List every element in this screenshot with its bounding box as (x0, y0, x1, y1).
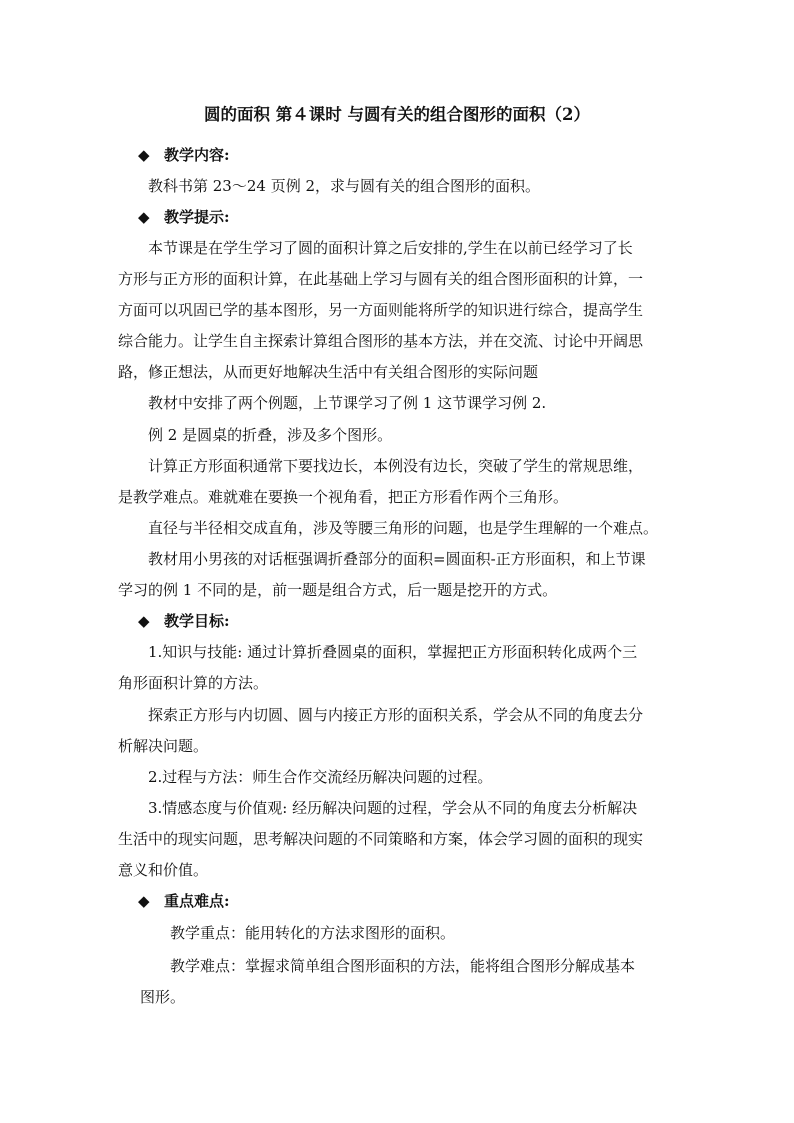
diamond-bullet-icon: ◆ (138, 892, 150, 910)
goals-line: 生活中的现实问题，思考解决问题的不同策略和方案，体会学习圆的面积的现实 (118, 830, 644, 848)
section-heading-content (138, 144, 230, 166)
key-points-line: 图形。 (140, 988, 186, 1006)
heading-text: 重点难点: (164, 892, 230, 910)
hints-line: 教材中安排了两个例题，上节课学习了例 1 这节课学习例 2. (148, 394, 547, 412)
key-points-line: 教学难点：掌握求简单组合图形面积的方法，能将组合图形分解成基本 (170, 957, 636, 975)
goals-line: 析解决问题。 (118, 737, 209, 755)
heading-text: 教学提示: (164, 208, 230, 226)
key-points-line: 教学重点：能用转化的方法求图形的面积。 (170, 924, 456, 942)
goals-line: 意义和价值。 (118, 861, 209, 879)
hints-line: 本节课是在学生学习了圆的面积计算之后安排的,学生在以前已经学习了长 (148, 239, 633, 257)
document-title: 圆的面积 第４课时 与圆有关的组合图形的面积（2） (204, 105, 590, 124)
heading-text: 教学内容: (164, 146, 230, 164)
hints-line: 直径与半径相交成直角，涉及等腰三角形的问题，也是学生理解的一个难点。 (148, 519, 659, 537)
goals-line: 2.过程与方法：师生合作交流经历解决问题的过程。 (148, 768, 493, 786)
content-line: 教科书第 23～24 页例 2，求与圆有关的组合图形的面积。 (148, 177, 541, 195)
diamond-bullet-icon: ◆ (138, 146, 150, 164)
hints-line: 例 2 是圆桌的折叠，涉及多个图形。 (148, 426, 393, 444)
section-heading-hints (138, 206, 230, 228)
section-heading-key-points (138, 890, 230, 912)
diamond-bullet-icon: ◆ (138, 612, 150, 630)
hints-line: 学习的例 1 不同的是，前一题是组合方式，后一题是挖开的方式。 (118, 581, 558, 599)
hints-line: 方面可以巩固已学的基本图形，另一方面则能将所学的知识进行综合，提高学生 (118, 301, 644, 319)
heading-text: 教学目标: (164, 612, 230, 630)
hints-line: 教材用小男孩的对话框强调折叠部分的面积=圆面积-正方形面积，和上节课 (148, 550, 646, 568)
hints-line: 计算正方形面积通常下要找边长，本例没有边长，突破了学生的常规思维， (148, 457, 644, 475)
goals-line: 3.情感态度与价值观: 经历解决问题的过程，学会从不同的角度去分析解决 (148, 799, 638, 817)
section-heading-goals (138, 610, 230, 632)
hints-line: 综合能力。让学生自主探索计算组合图形的基本方法，并在交流、讨论中开阔思 (118, 332, 644, 350)
goals-line: 角形面积计算的方法。 (118, 674, 269, 692)
hints-line: 是教学难点。难就难在要换一个视角看，把正方形看作两个三角形。 (118, 488, 569, 506)
goals-line: 1.知识与技能: 通过计算折叠圆桌的面积，掌握把正方形面积转化成两个三 (148, 643, 638, 661)
diamond-bullet-icon: ◆ (138, 208, 150, 226)
goals-line: 探索正方形与内切圆、圆与内接正方形的面积关系，学会从不同的角度去分 (148, 706, 644, 724)
hints-line: 路，修正想法，从而更好地解决生活中有关组合图形的实际问题 (118, 363, 539, 381)
hints-line: 方形与正方形的面积计算，在此基础上学习与圆有关的组合图形面积的计算，一 (118, 270, 644, 288)
